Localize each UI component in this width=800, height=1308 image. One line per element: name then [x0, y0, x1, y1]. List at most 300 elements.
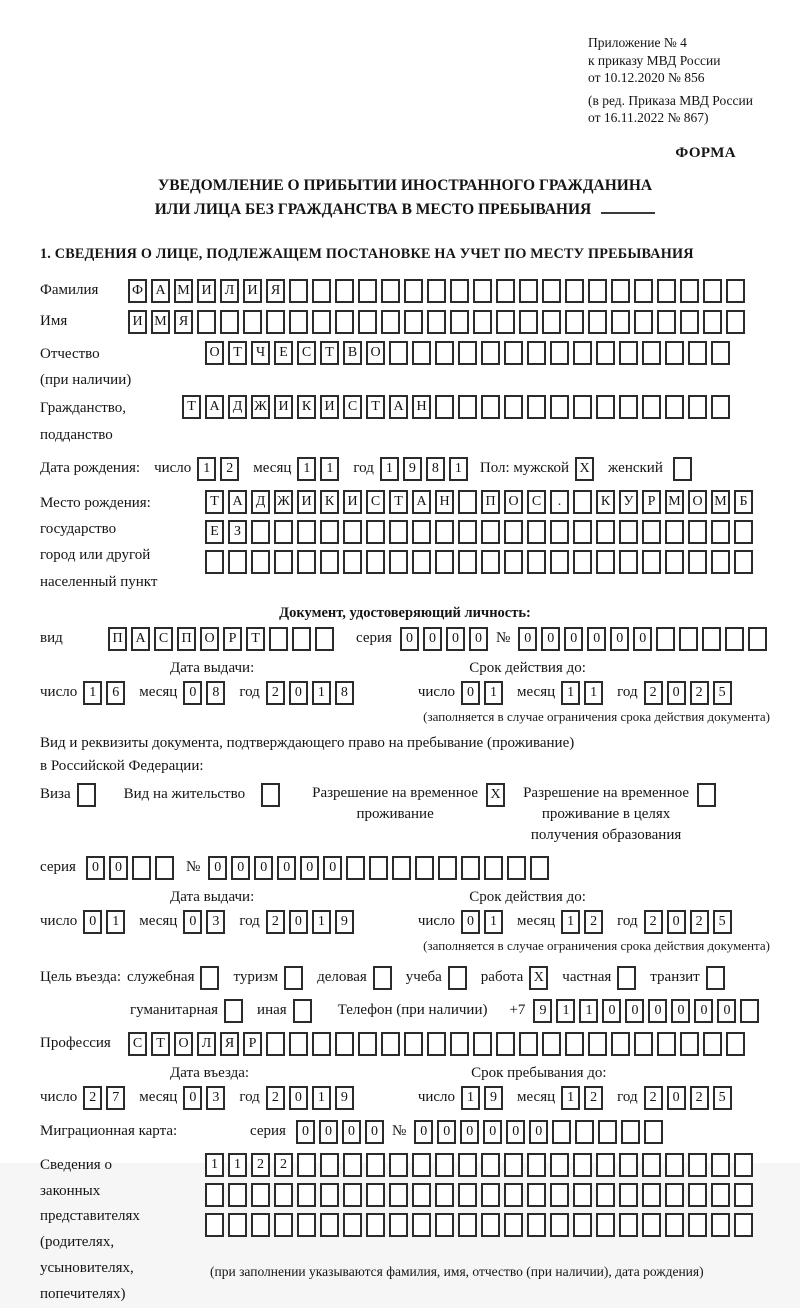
char-cell: 1	[297, 457, 316, 481]
char-cell: 0	[300, 856, 319, 880]
stay-month-cells	[561, 1086, 607, 1110]
char-cell	[458, 395, 477, 419]
char-cell	[550, 550, 569, 574]
entry-year-cells	[266, 1086, 358, 1110]
char-cell	[343, 1183, 362, 1207]
char-cell	[703, 1032, 722, 1056]
temp-permit-label: Разрешение на временное проживание	[312, 784, 479, 822]
char-cell	[427, 279, 446, 303]
char-cell: 0	[319, 1120, 338, 1144]
purpose-work-checkbox	[529, 966, 552, 990]
char-cell	[550, 1183, 569, 1207]
char-cell	[588, 279, 607, 303]
char-cell: О	[205, 341, 224, 365]
char-cell	[458, 1153, 477, 1177]
char-cell	[542, 1032, 561, 1056]
char-cell: 0	[667, 1086, 686, 1110]
temp-permit-option	[312, 783, 509, 825]
char-cell: 0	[694, 999, 713, 1023]
checkbox-cell	[200, 966, 219, 990]
char-cell	[335, 1032, 354, 1056]
representatives-note: (при заполнении указываются фамилия, имя, отчество (при наличии), дата рождения)	[210, 1263, 704, 1279]
char-cell: М	[174, 279, 193, 303]
checkbox-cell	[706, 966, 725, 990]
char-cell: Я	[174, 310, 193, 334]
char-cell	[530, 856, 549, 880]
char-cell	[358, 279, 377, 303]
char-cell	[404, 279, 423, 303]
char-cell	[297, 1183, 316, 1207]
char-cell	[711, 341, 730, 365]
char-cell: 1	[106, 910, 125, 934]
char-cell: 0	[254, 856, 273, 880]
phone-label: Телефон (при наличии)	[337, 1002, 488, 1019]
annex-line: Приложение № 4	[588, 35, 687, 50]
checkbox-cell	[373, 966, 392, 990]
purpose-tourism-checkbox	[284, 966, 307, 990]
id-valid-day-cells	[461, 681, 507, 705]
char-cell: 2	[83, 1086, 102, 1110]
char-cell	[458, 1213, 477, 1237]
char-cell	[343, 1213, 362, 1237]
char-cell: 0	[208, 856, 227, 880]
char-cell	[481, 520, 500, 544]
char-cell	[575, 1120, 594, 1144]
char-cell	[711, 520, 730, 544]
char-cell: Е	[274, 341, 293, 365]
char-cell: 0	[469, 627, 488, 651]
char-cell	[726, 279, 745, 303]
res-series-label: серия	[40, 859, 76, 876]
char-cell: 8	[426, 457, 445, 481]
char-cell	[703, 279, 722, 303]
char-cell: 0	[633, 627, 652, 651]
char-cell	[389, 1153, 408, 1177]
char-cell: 1	[579, 999, 598, 1023]
char-cell: К	[297, 395, 316, 419]
purpose-business-checkbox	[373, 966, 396, 990]
char-cell: 1	[320, 457, 339, 481]
sex-male-label: Пол: мужской	[479, 460, 570, 477]
year-word: год	[353, 460, 374, 477]
char-cell	[565, 1032, 584, 1056]
birth-place-row2	[205, 520, 757, 544]
id-issue-year-cells	[266, 681, 358, 705]
char-cell	[369, 856, 388, 880]
char-cell	[688, 341, 707, 365]
char-cell	[228, 550, 247, 574]
char-cell	[573, 550, 592, 574]
representatives-label: Сведения о законных представителях (родителях, усыновителях, попечителях)	[40, 1156, 140, 1302]
char-cell	[251, 550, 270, 574]
char-cell	[596, 341, 615, 365]
limit-note-2: (заполняется в случае ограничения срока действия документа)	[423, 937, 770, 953]
id-series-cells	[400, 627, 492, 651]
char-cell	[481, 1213, 500, 1237]
char-cell	[504, 520, 523, 544]
char-cell: 0	[602, 999, 621, 1023]
char-cell: Ф	[128, 279, 147, 303]
char-cell: 0	[564, 627, 583, 651]
char-cell	[711, 1153, 730, 1177]
profession-cells	[128, 1032, 749, 1056]
char-cell: 2	[584, 1086, 603, 1110]
char-cell	[519, 310, 538, 334]
char-cell: 0	[587, 627, 606, 651]
id-valid-group: число 0 1 месяц 1 1 год 2 0 2 5	[418, 681, 736, 705]
citizenship-label: Гражданство, подданство	[40, 400, 127, 443]
representatives-row2	[205, 1183, 757, 1207]
char-cell	[251, 520, 270, 544]
char-cell	[412, 1183, 431, 1207]
purpose-private-label: частная	[562, 969, 612, 986]
char-cell	[251, 1213, 270, 1237]
char-cell	[504, 341, 523, 365]
surname-cells	[128, 279, 749, 303]
char-cell: 0	[231, 856, 250, 880]
char-cell	[573, 520, 592, 544]
char-cell	[573, 1213, 592, 1237]
char-cell	[688, 1153, 707, 1177]
char-cell	[542, 310, 561, 334]
char-cell	[412, 341, 431, 365]
representatives-row3	[205, 1213, 757, 1237]
entry-month-cells	[183, 1086, 229, 1110]
char-cell	[343, 550, 362, 574]
char-cell	[366, 1153, 385, 1177]
char-cell	[680, 279, 699, 303]
char-cell	[619, 1183, 638, 1207]
char-cell	[725, 627, 744, 651]
char-cell: Е	[205, 520, 224, 544]
char-cell	[527, 395, 546, 419]
char-cell	[389, 1183, 408, 1207]
char-cell	[680, 310, 699, 334]
char-cell	[481, 1153, 500, 1177]
char-cell	[427, 310, 446, 334]
char-cell	[542, 279, 561, 303]
char-cell	[588, 310, 607, 334]
char-cell: 2	[644, 1086, 663, 1110]
char-cell: 5	[713, 910, 732, 934]
char-cell	[205, 1183, 224, 1207]
char-cell: Р	[223, 627, 242, 651]
char-cell: 9	[533, 999, 552, 1023]
char-cell: 1	[205, 1153, 224, 1177]
char-cell	[665, 341, 684, 365]
char-cell: 2	[644, 681, 663, 705]
char-cell: А	[412, 490, 431, 514]
edu-permit-option	[523, 783, 720, 846]
birth-year-cells	[380, 457, 472, 481]
char-cell	[504, 1183, 523, 1207]
char-cell	[573, 1183, 592, 1207]
char-cell	[297, 550, 316, 574]
char-cell: 0	[541, 627, 560, 651]
char-cell	[435, 1153, 454, 1177]
char-cell: 0	[183, 681, 202, 705]
char-cell	[527, 1183, 546, 1207]
char-cell: 8	[335, 681, 354, 705]
char-cell	[228, 1183, 247, 1207]
char-cell: 0	[183, 910, 202, 934]
char-cell: С	[154, 627, 173, 651]
char-cell: М	[151, 310, 170, 334]
purpose-row-2	[130, 999, 770, 1023]
char-cell: 1	[312, 681, 331, 705]
res-valid-group: число 0 1 месяц 1 2 год 2 0 2 5	[418, 910, 736, 934]
char-cell: Т	[182, 395, 201, 419]
char-cell	[228, 1213, 247, 1237]
char-cell	[496, 279, 515, 303]
char-cell	[358, 310, 377, 334]
char-cell: 5	[713, 1086, 732, 1110]
char-cell	[642, 1183, 661, 1207]
char-cell	[320, 1153, 339, 1177]
char-cell: 5	[713, 681, 732, 705]
annex-header	[588, 34, 770, 127]
char-cell: Д	[251, 490, 270, 514]
char-cell	[504, 395, 523, 419]
section1-heading: 1. СВЕДЕНИЯ О ЛИЦЕ, ПОДЛЕЖАЩЕМ ПОСТАНОВКЕ НА УЧЕТ ПО МЕСТУ ПРЕБЫВАНИЯ	[40, 245, 694, 262]
char-cell	[588, 1032, 607, 1056]
char-cell	[596, 1153, 615, 1177]
char-cell	[243, 310, 262, 334]
char-cell	[389, 550, 408, 574]
edu-permit-label: Разрешение на временное проживание в целях получения образования	[523, 784, 690, 843]
char-cell: 0	[461, 681, 480, 705]
char-cell: К	[596, 490, 615, 514]
char-cell	[679, 627, 698, 651]
birth-place-rows	[205, 490, 757, 574]
annex-line: от 16.11.2022 № 867)	[588, 110, 709, 126]
char-cell	[266, 1032, 285, 1056]
char-cell	[642, 550, 661, 574]
char-cell	[366, 520, 385, 544]
char-cell	[665, 1153, 684, 1177]
char-cell: П	[481, 490, 500, 514]
patronymic-label: Отчество (при наличии)	[40, 345, 132, 389]
char-cell	[740, 999, 759, 1023]
purpose-official-checkbox	[200, 966, 223, 990]
char-cell	[438, 856, 457, 880]
char-cell	[688, 395, 707, 419]
char-cell: 2	[251, 1153, 270, 1177]
char-cell	[315, 627, 334, 651]
char-cell	[644, 1120, 663, 1144]
char-cell: 3	[206, 1086, 225, 1110]
char-cell: А	[205, 395, 224, 419]
char-cell: 2	[266, 681, 285, 705]
char-cell: 0	[461, 910, 480, 934]
day-word: число	[154, 460, 192, 477]
purpose-other-checkbox	[293, 999, 316, 1023]
res-valid-day-cells	[461, 910, 507, 934]
char-cell: И	[320, 395, 339, 419]
char-cell: Д	[228, 395, 247, 419]
char-cell	[734, 520, 753, 544]
char-cell: 0	[610, 627, 629, 651]
profession-label: Профессия	[40, 1035, 111, 1052]
stay-year-cells	[644, 1086, 736, 1110]
char-cell	[481, 341, 500, 365]
series-label: серия	[356, 630, 392, 647]
stay-day-cells	[461, 1086, 507, 1110]
char-cell: 0	[400, 627, 419, 651]
char-cell: 1	[584, 681, 603, 705]
char-cell: 0	[648, 999, 667, 1023]
res-issue-month-cells	[183, 910, 229, 934]
page-title	[40, 174, 770, 222]
char-cell	[435, 1183, 454, 1207]
char-cell: С	[527, 490, 546, 514]
char-cell	[496, 1032, 515, 1056]
id-valid-year-cells	[644, 681, 736, 705]
char-cell	[573, 341, 592, 365]
char-cell	[450, 310, 469, 334]
phone-cells	[533, 999, 763, 1023]
char-cell: 3	[206, 910, 225, 934]
char-cell: 0	[717, 999, 736, 1023]
char-cell	[404, 1032, 423, 1056]
purpose-business-label: деловая	[317, 969, 367, 986]
char-cell	[642, 1213, 661, 1237]
char-cell: 1	[561, 681, 580, 705]
char-cell	[297, 520, 316, 544]
visa-label: Виза	[40, 786, 71, 803]
checkbox-cell	[448, 966, 467, 990]
checkbox-cell: X	[529, 966, 548, 990]
annex-line: от 10.12.2020 № 856	[588, 70, 705, 86]
char-cell: 0	[365, 1120, 384, 1144]
mc-series-cells	[296, 1120, 388, 1144]
char-cell	[619, 1153, 638, 1177]
char-cell: О	[366, 341, 385, 365]
char-cell: А	[389, 395, 408, 419]
char-cell: 0	[483, 1120, 502, 1144]
purpose-humanitarian-checkbox	[224, 999, 247, 1023]
char-cell: С	[128, 1032, 147, 1056]
char-cell: 2	[690, 681, 709, 705]
char-cell	[596, 395, 615, 419]
edu-permit-checkbox	[697, 783, 720, 807]
title-line-1: УВЕДОМЛЕНИЕ О ПРИБЫТИИ ИНОСТРАННОГО ГРАЖДАНИНА	[157, 176, 653, 194]
char-cell	[335, 310, 354, 334]
char-cell: 2	[266, 1086, 285, 1110]
char-cell	[596, 1183, 615, 1207]
char-cell: Р	[642, 490, 661, 514]
purpose-study-checkbox	[448, 966, 471, 990]
char-cell: 0	[506, 1120, 525, 1144]
char-cell	[665, 550, 684, 574]
char-cell	[473, 279, 492, 303]
char-cell	[619, 395, 638, 419]
char-cell: О	[174, 1032, 193, 1056]
char-cell: 0	[289, 1086, 308, 1110]
char-cell	[496, 310, 515, 334]
char-cell	[132, 856, 151, 880]
char-cell	[435, 1213, 454, 1237]
name-cells	[128, 310, 749, 334]
char-cell	[657, 279, 676, 303]
mc-number-cells	[414, 1120, 667, 1144]
char-cell	[458, 550, 477, 574]
purpose-transit-label: транзит	[650, 969, 700, 986]
birth-month-cells	[297, 457, 343, 481]
res-number-label: №	[185, 859, 201, 876]
char-cell	[392, 856, 411, 880]
char-cell: Н	[435, 490, 454, 514]
id-issue-month-cells	[183, 681, 229, 705]
form-word: ФОРМА	[675, 144, 736, 161]
checkbox-cell	[261, 783, 280, 807]
char-cell: 0	[296, 1120, 315, 1144]
purpose-label: Цель въезда:	[40, 969, 121, 986]
char-cell: П	[108, 627, 127, 651]
birth-date-group	[154, 457, 472, 481]
char-cell	[473, 310, 492, 334]
char-cell	[320, 520, 339, 544]
char-cell	[320, 1183, 339, 1207]
char-cell	[274, 520, 293, 544]
id-valid-month-cells	[561, 681, 607, 705]
char-cell	[197, 310, 216, 334]
month-word: месяц	[253, 460, 292, 477]
char-cell: 1	[484, 910, 503, 934]
char-cell: 9	[335, 1086, 354, 1110]
char-cell	[619, 1213, 638, 1237]
char-cell	[473, 1032, 492, 1056]
patronymic-cells	[205, 341, 734, 365]
id-issue-group: число 1 6 месяц 0 8 год 2 0 1 8	[40, 681, 358, 705]
char-cell	[274, 550, 293, 574]
char-cell: Л	[220, 279, 239, 303]
char-cell: 2	[584, 910, 603, 934]
char-cell: В	[343, 341, 362, 365]
char-cell	[596, 520, 615, 544]
char-cell: 1	[380, 457, 399, 481]
char-cell	[297, 1153, 316, 1177]
issue-date-title: Дата выдачи:	[170, 659, 255, 676]
char-cell: 1	[484, 681, 503, 705]
char-cell: 2	[274, 1153, 293, 1177]
visa-checkbox	[77, 783, 100, 807]
char-cell	[642, 341, 661, 365]
char-cell: 0	[414, 1120, 433, 1144]
char-cell	[550, 395, 569, 419]
checkbox-cell: X	[575, 457, 594, 481]
char-cell: Ж	[251, 395, 270, 419]
char-cell	[734, 550, 753, 574]
migration-card-label: Миграционная карта:	[40, 1123, 178, 1140]
char-cell: И	[297, 490, 316, 514]
char-cell: Т	[205, 490, 224, 514]
char-cell	[734, 1213, 753, 1237]
char-cell	[527, 550, 546, 574]
char-cell: 0	[183, 1086, 202, 1110]
char-cell: С	[297, 341, 316, 365]
char-cell	[312, 310, 331, 334]
char-cell: З	[228, 520, 247, 544]
char-cell	[155, 856, 174, 880]
char-cell: 8	[206, 681, 225, 705]
char-cell: 0	[323, 856, 342, 880]
char-cell: И	[274, 395, 293, 419]
char-cell: 0	[277, 856, 296, 880]
char-cell	[688, 520, 707, 544]
char-cell	[711, 550, 730, 574]
char-cell: Т	[389, 490, 408, 514]
